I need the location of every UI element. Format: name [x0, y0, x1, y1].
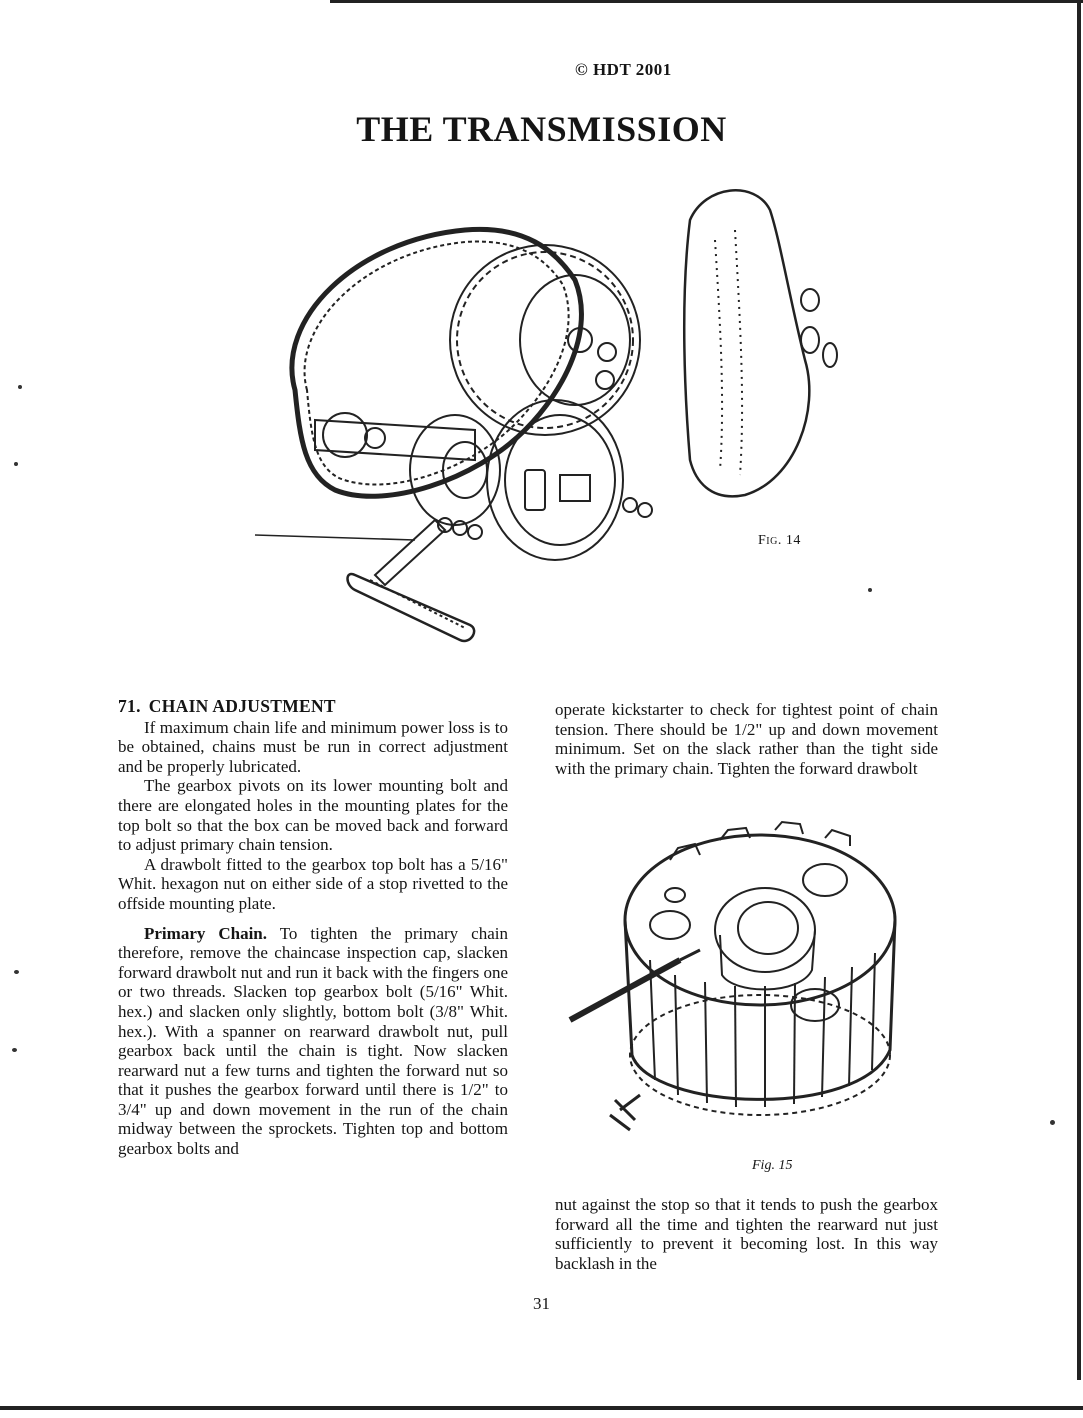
scan-speck	[14, 970, 19, 974]
section-number: 71.	[118, 696, 141, 716]
primary-chain-body: To tighten the primary chain therefore, remove the chaincase inspection cap, slacken forward drawbolt nut and run it back with the fingers one or two threads. Slacken top gearbox bolt (5/16" Whit. hex.) and slacken only slightly, bottom bolt (3/8" Whit. hex.). With a spanner on rearward drawbolt nut, pull gearbox back until the chain is tight. Now slacken rearward nut a few turns and tighten the forward nut so that it pushes the gearbox forward until there is 1/2" to 3/4" up and down movement in the run of the chain midway between the sprockets. Tighten top and bottom gearbox bolts and	[118, 923, 508, 1159]
paragraph-primary-chain	[118, 924, 508, 1159]
right-text-column-bottom	[555, 1195, 938, 1273]
figure-14-transmission-illustration	[235, 180, 855, 650]
page-number: 31	[533, 1294, 550, 1313]
paragraph-gearbox-pivots: The gearbox pivots on its lower mounting bolt and there are elongated holes in the mounting plates for the top bolt so that the box can be moved back and forward to adjust primary chain tension.	[118, 776, 508, 855]
right-text-column-top	[555, 700, 938, 778]
paragraph-chain-life: If maximum chain life and minimum power loss is to be obtained, chains must be run in correct adjustment and be properly lubricated.	[118, 717, 508, 776]
scan-speck	[1050, 1120, 1055, 1125]
paragraph-drawbolt: A drawbolt fitted to the gearbox top bolt has a 5/16" Whit. hexagon nut on either side of a stop rivetted to the offside mounting plate.	[118, 854, 508, 913]
scan-speck	[18, 385, 22, 389]
scan-speck	[868, 588, 872, 592]
figure-15-caption: Fig. 15	[752, 1158, 793, 1173]
copyright-notice: © HDT 2001	[575, 60, 672, 79]
section-heading	[118, 697, 508, 717]
figure-15-clutch-drum-illustration	[560, 810, 920, 1160]
section-title: CHAIN ADJUSTMENT	[148, 696, 336, 716]
left-text-column	[118, 697, 508, 1159]
scan-speck	[14, 462, 18, 466]
paragraph-forward-nut: nut against the stop so that it tends to push the gearbox forward all the time and tighten the rearward nut just sufficiently to prevent it becoming lost. In this way backlash in the	[555, 1195, 938, 1273]
figure-14-caption: Fig. 14	[758, 533, 801, 548]
primary-chain-lead: Primary Chain.	[144, 923, 268, 943]
scan-edge-top	[330, 0, 1083, 3]
scan-edge-right	[1077, 0, 1081, 1380]
scan-speck	[12, 1048, 17, 1052]
paragraph-kickstarter: operate kickstarter to check for tightest point of chain tension. There should be 1/2" up and down movement minimum. Set on the slack rather than the tight side with the primary chain. Tighten the forward drawbolt	[555, 700, 938, 778]
page-title: THE TRANSMISSION	[356, 109, 727, 149]
scan-edge-bottom	[0, 1406, 1083, 1410]
